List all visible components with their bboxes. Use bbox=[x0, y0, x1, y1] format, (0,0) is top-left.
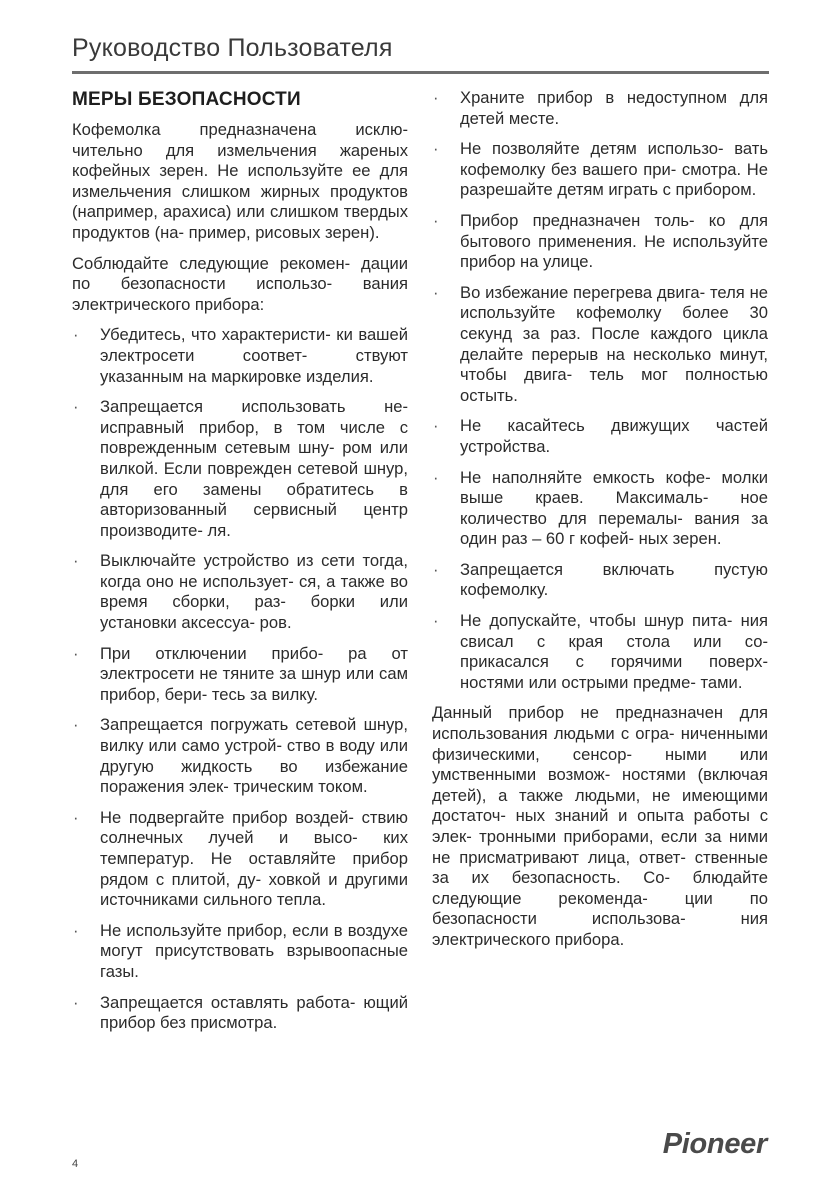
list-item-text: Не касайтесь движущих частей устройства. bbox=[460, 416, 768, 456]
intro-paragraph: Кофемолка предназначена исклю- чительно для измельчения жареных кофейных зерен. Не используйте ее для измельчения слишком жирных продуктов (например, арахиса) или слишком твердых продуктов (на- пример, рисовых зерен). bbox=[72, 120, 408, 242]
list-item bbox=[432, 139, 768, 201]
safety-list-right bbox=[432, 88, 768, 693]
bullet-icon: · bbox=[73, 920, 79, 940]
list-item bbox=[72, 715, 408, 797]
list-item bbox=[72, 921, 408, 983]
recommendations-paragraph: Соблюдайте следующие рекомен- дации по безопасности использо- вания электрического прибора: bbox=[72, 253, 408, 314]
bullet-icon: · bbox=[73, 807, 79, 827]
list-item bbox=[432, 560, 768, 601]
header-divider bbox=[72, 71, 769, 74]
bullet-icon: · bbox=[73, 643, 79, 663]
bullet-icon: · bbox=[73, 992, 79, 1012]
list-item-text: Не наполняйте емкость кофе- молки выше краев. Максималь- ное количество для перемалы- вания за один раз – 60 г кофей- ных зерен. bbox=[460, 467, 768, 549]
list-item bbox=[432, 283, 768, 407]
list-item bbox=[432, 416, 768, 457]
list-item-text: Запрещается погружать сетевой шнур, вилку или само устрой- ство в воду или другую жидкость во избежание поражения элек- трическим током. bbox=[100, 715, 408, 797]
list-item bbox=[72, 551, 408, 633]
list-item-text: Выключайте устройство из сети тогда, когда оно не использует- ся, а также во время сборки, раз- борки или установки аксессуа- ров. bbox=[100, 551, 408, 633]
bullet-icon: · bbox=[433, 139, 439, 159]
list-item bbox=[432, 88, 768, 129]
list-item-text: Запрещается оставлять работа- ющий прибор без присмотра. bbox=[100, 992, 408, 1033]
list-item bbox=[72, 397, 408, 541]
bullet-icon: · bbox=[73, 715, 79, 735]
list-item bbox=[432, 211, 768, 273]
page-title: Руководство Пользователя bbox=[72, 34, 393, 62]
list-item-text: Во избежание перегрева двига- теля не используйте кофемолку более 30 секунд за раз. После каждого цикла делайте перерыв на несколько минут, чтобы двига- тель мог полностью остыть. bbox=[460, 282, 768, 405]
list-item-text: Убедитесь, что характеристи- ки вашей электросети соответ- ствуют указанным на маркировке изделия. bbox=[100, 325, 408, 386]
bullet-icon: · bbox=[73, 325, 79, 345]
list-item-text: Храните прибор в недоступном для детей месте. bbox=[460, 88, 768, 128]
bullet-icon: · bbox=[433, 416, 439, 436]
bullet-icon: · bbox=[433, 559, 439, 579]
left-column bbox=[72, 88, 408, 1044]
list-item bbox=[72, 808, 408, 911]
list-item-text: Не допускайте, чтобы шнур пита- ния свисал с края стола или со- прикасался с горячими поверх- ностями или острыми предме- тами. bbox=[460, 611, 768, 692]
list-item bbox=[432, 611, 768, 693]
list-item bbox=[72, 644, 408, 706]
bullet-icon: · bbox=[73, 397, 79, 417]
section-heading: МЕРЫ БЕЗОПАСНОСТИ bbox=[72, 89, 301, 110]
bullet-icon: · bbox=[433, 88, 439, 107]
bullet-icon: · bbox=[433, 210, 439, 230]
list-item-text: Запрещается использовать не- исправный прибор, в том числе с поврежденным сетевым шну- ром или вилкой. Если поврежден сетевой шнур, для его замены обратитесь в авторизованный сервисный центр производите- ля. bbox=[100, 397, 408, 540]
closing-paragraph: Данный прибор не предназначен для использования людьми с огра- ниченными физическими, сенсор- ными или умственными возмож- ностями (включая детей), а также людьми, не имеющими достаточ- ных знаний и опыта работы с элек- тронными приборами, если за ними не присматривают лица, ответ- ственные за их безопасность. Со- блюдайте следующие рекоменда- ции по безопасности использова- ния электрического прибора. bbox=[432, 703, 768, 949]
list-item-text: Прибор предназначен толь- ко для бытового применения. Не используйте прибор на улице. bbox=[460, 210, 768, 272]
bullet-icon: · bbox=[73, 551, 79, 571]
safety-list-left bbox=[72, 325, 408, 1033]
list-item bbox=[72, 993, 408, 1034]
bullet-icon: · bbox=[433, 467, 439, 487]
list-item-text: Не подвергайте прибор воздей- ствию солнечных лучей и высо- ких температур. Не оставляйте прибор рядом с плитой, ду- ховкой и другими источниками сильного тепла. bbox=[100, 807, 408, 910]
list-item-text: Не позволяйте детям использо- вать кофемолку без вашего при- смотра. Не разрешайте детям играть с прибором. bbox=[460, 139, 768, 200]
list-item bbox=[72, 325, 408, 387]
list-item-text: При отключении прибо- ра от электросети не тяните за шнур или сам прибор, бери- тесь за вилку. bbox=[100, 643, 408, 704]
list-item-text: Не используйте прибор, если в воздухе могут присутствовать взрывоопасные газы. bbox=[100, 920, 408, 981]
page-number: 4 bbox=[72, 1158, 79, 1170]
list-item bbox=[432, 468, 768, 550]
list-item-text: Запрещается включать пустую кофемолку. bbox=[460, 559, 768, 600]
right-column bbox=[432, 88, 768, 961]
bullet-icon: · bbox=[433, 282, 439, 302]
brand-logo: Pioneer bbox=[662, 1128, 767, 1160]
bullet-icon: · bbox=[433, 611, 439, 631]
